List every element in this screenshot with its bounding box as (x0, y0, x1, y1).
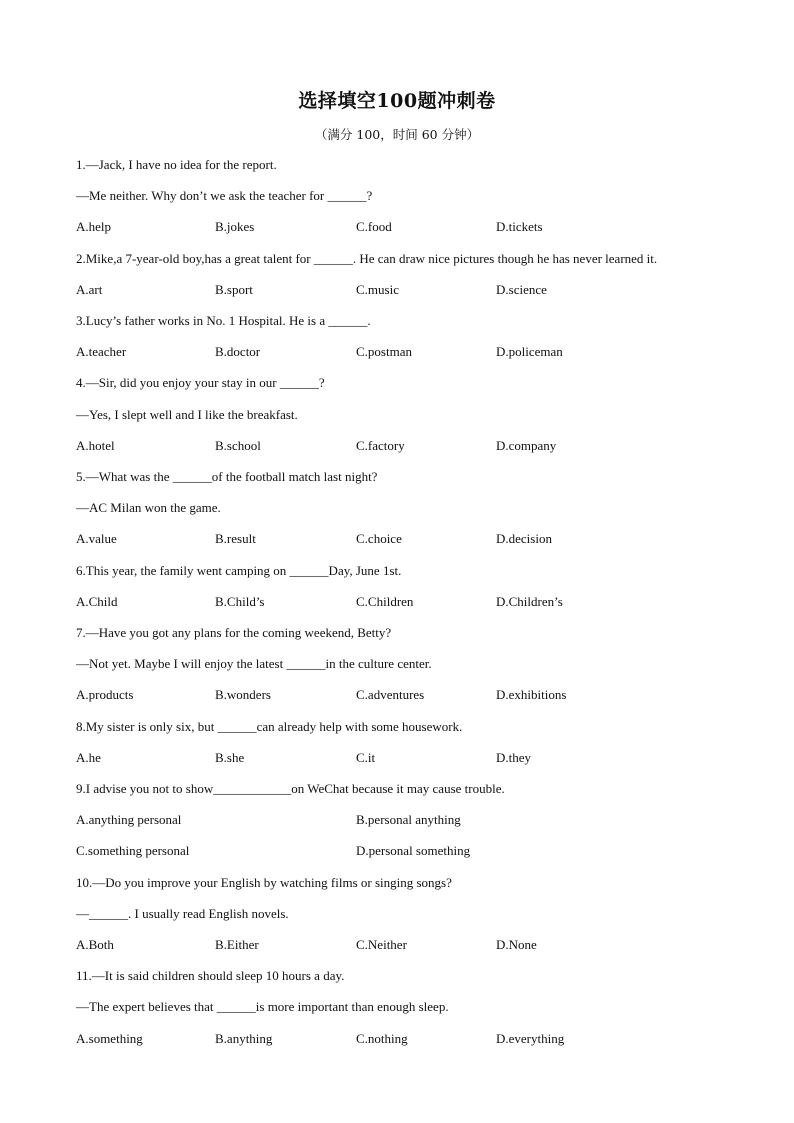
question-3-option-a: A.teacher (76, 344, 127, 359)
question-6-option-b: B.Child’s (215, 594, 265, 609)
question-5-option-d: D.decision (496, 531, 552, 546)
question-4-response: —Yes, I slept well and I like the breakfast. (76, 407, 298, 422)
question-6-stem: 6.This year, the family went camping on ______Day, June 1st. (76, 563, 402, 578)
question-5-response: —AC Milan won the game. (76, 500, 221, 515)
question-10-stem: 10.—Do you improve your English by watching films or singing songs? (76, 875, 452, 890)
question-11-option-b: B.anything (215, 1031, 273, 1046)
question-2-option-a: A.art (76, 282, 103, 297)
question-8-option-b: B.she (215, 750, 245, 765)
question-1-option-d: D.tickets (496, 219, 543, 234)
question-7-option-d: D.exhibitions (496, 687, 567, 702)
question-9-option-b: B.personal anything (356, 812, 461, 827)
question-3-option-d: D.policeman (496, 344, 563, 359)
question-4-option-a: A.hotel (76, 438, 115, 453)
question-3-stem: 3.Lucy’s father works in No. 1 Hospital. He is a ______. (76, 313, 371, 328)
question-10-option-c: C.Neither (356, 937, 407, 952)
question-2-option-b: B.sport (215, 282, 253, 297)
question-9-option-c: C.something personal (76, 843, 190, 858)
question-10-option-d: D.None (496, 937, 537, 952)
question-7-stem: 7.—Have you got any plans for the coming weekend, Betty? (76, 625, 392, 640)
question-1-stem: 1.—Jack, I have no idea for the report. (76, 157, 277, 172)
question-7-option-c: C.adventures (356, 687, 425, 702)
question-2-option-d: D.science (496, 282, 547, 297)
question-3-option-c: C.postman (356, 344, 412, 359)
question-3-option-b: B.doctor (215, 344, 261, 359)
question-10-response: —______. I usually read English novels. (76, 906, 289, 921)
question-11-option-d: D.everything (496, 1031, 565, 1046)
question-7-option-b: B.wonders (215, 687, 271, 702)
question-4-stem: 4.—Sir, did you enjoy your stay in our ______? (76, 375, 325, 390)
question-5-stem: 5.—What was the ______of the football match last night? (76, 469, 378, 484)
question-5-option-c: C.choice (356, 531, 402, 546)
question-1-option-a: A.help (76, 219, 112, 234)
question-8-stem: 8.My sister is only six, but ______can already help with some housework. (76, 719, 463, 734)
question-10-option-a: A.Both (76, 937, 114, 952)
question-8-option-a: A.he (76, 750, 101, 765)
question-5-option-a: A.value (76, 531, 117, 546)
question-2-option-c: C.music (356, 282, 399, 297)
question-9-option-d: D.personal something (356, 843, 471, 858)
question-5-option-b: B.result (215, 531, 256, 546)
question-9-stem: 9.I advise you not to show____________on WeChat because it may cause trouble. (76, 781, 505, 796)
question-9-option-a: A.anything personal (76, 812, 182, 827)
question-11-option-c: C.nothing (356, 1031, 408, 1046)
question-1-response: —Me neither. Why don’t we ask the teacher for ______? (76, 188, 373, 203)
question-6-option-c: C.Children (356, 594, 414, 609)
question-2-stem: 2.Mike,a 7-year-old boy,has a great talent for ______. He can draw nice pictures though he has never learned it. (76, 251, 658, 266)
question-7-response: —Not yet. Maybe I will enjoy the latest ______in the culture center. (76, 656, 432, 671)
question-11-option-a: A.something (76, 1031, 143, 1046)
question-7-option-a: A.products (76, 687, 134, 702)
question-8-option-d: D.they (496, 750, 532, 765)
question-4-option-b: B.school (215, 438, 261, 453)
question-1-option-b: B.jokes (215, 219, 255, 234)
question-6-option-d: D.Children’s (496, 594, 563, 609)
page-title: 选择填空100题冲刺卷 (298, 90, 496, 112)
question-4-option-c: C.factory (356, 438, 405, 453)
question-6-option-a: A.Child (76, 594, 118, 609)
question-11-stem: 11.—It is said children should sleep 10 hours a day. (76, 968, 345, 983)
page-subtitle: （满分 100，时间 60 分钟） (314, 127, 480, 142)
question-11-response: —The expert believes that ______is more important than enough sleep. (76, 999, 449, 1014)
question-1-option-c: C.food (356, 219, 392, 234)
question-8-option-c: C.it (356, 750, 376, 765)
question-4-option-d: D.company (496, 438, 557, 453)
question-10-option-b: B.Either (215, 937, 259, 952)
